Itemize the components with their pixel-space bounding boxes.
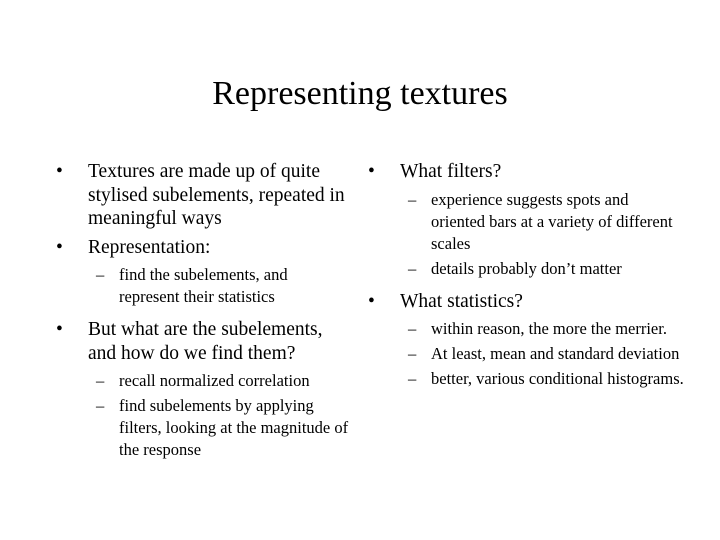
dash-icon: – bbox=[408, 319, 417, 338]
slide-title: Representing textures bbox=[212, 75, 508, 112]
bullet-item bbox=[52, 236, 352, 260]
sub-item bbox=[52, 264, 352, 308]
bullet-icon: • bbox=[368, 290, 375, 312]
sub-list bbox=[52, 264, 352, 308]
dash-icon: – bbox=[96, 371, 105, 390]
sub-list bbox=[364, 318, 684, 390]
sub-item bbox=[364, 343, 684, 365]
dash-icon: – bbox=[408, 258, 417, 278]
dash-icon: – bbox=[408, 369, 417, 388]
dash-icon: – bbox=[408, 344, 417, 363]
sub-text: find subelements by applying filters, looking at the magnitude of the response bbox=[119, 396, 349, 459]
right-column bbox=[364, 160, 684, 400]
bullet-item bbox=[52, 318, 352, 365]
bullet-item bbox=[364, 160, 684, 184]
sub-item bbox=[364, 318, 684, 340]
sub-text: better, various conditional histograms. bbox=[431, 369, 684, 388]
sub-list bbox=[52, 370, 352, 461]
sub-text: At least, mean and standard deviation bbox=[431, 344, 680, 363]
sub-list bbox=[364, 189, 684, 280]
sub-text: within reason, the more the merrier. bbox=[431, 319, 667, 338]
sub-item bbox=[364, 189, 684, 255]
sub-text: experience suggests spots and oriented bars at a variety of different scales bbox=[431, 189, 673, 253]
bullet-icon: • bbox=[56, 236, 63, 258]
dash-icon: – bbox=[96, 396, 105, 415]
dash-icon: – bbox=[96, 265, 105, 284]
bullet-icon: • bbox=[56, 161, 63, 182]
sub-text: recall normalized correlation bbox=[119, 371, 310, 390]
sub-item bbox=[364, 368, 684, 390]
bullet-text: What statistics? bbox=[400, 290, 523, 312]
sub-text: find the subelements, and represent their statistics bbox=[119, 265, 288, 306]
bullet-text: Representation: bbox=[88, 236, 211, 258]
bullet-text: Textures are made up of quite stylised subelements, repeated in meaningful ways bbox=[88, 161, 345, 229]
bullet-item bbox=[52, 160, 352, 231]
bullet-icon: • bbox=[56, 319, 63, 340]
bullet-icon: • bbox=[368, 161, 375, 182]
left-column bbox=[52, 160, 352, 471]
sub-item bbox=[52, 395, 352, 461]
bullet-text: What filters? bbox=[400, 161, 502, 182]
bullet-item bbox=[364, 290, 684, 314]
sub-item bbox=[52, 370, 352, 392]
sub-text: details probably don’t matter bbox=[431, 258, 622, 278]
dash-icon: – bbox=[408, 189, 417, 209]
sub-item bbox=[364, 258, 684, 280]
bullet-text: But what are the subelements, and how do we find them? bbox=[88, 319, 323, 364]
